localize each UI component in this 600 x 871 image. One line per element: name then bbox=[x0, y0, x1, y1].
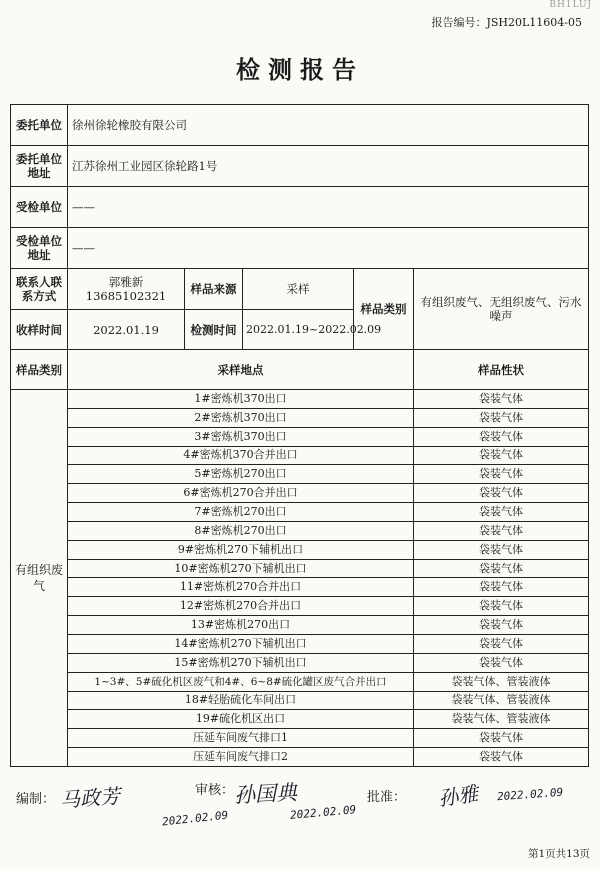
table-row bbox=[11, 484, 589, 503]
sample-state-cell: 袋装气体 bbox=[414, 559, 589, 578]
sample-state-cell: 袋装气体 bbox=[414, 540, 589, 559]
samples-category-header: 样品类别 bbox=[11, 350, 68, 390]
table-row bbox=[11, 748, 589, 767]
inspected-row bbox=[11, 187, 589, 228]
table-row bbox=[11, 672, 589, 691]
sample-location-cell: 7#密炼机270出口 bbox=[68, 503, 414, 522]
category-label: 样品类别 bbox=[354, 269, 414, 350]
contact-label: 联系人联系方式 bbox=[11, 269, 68, 310]
sample-location-cell: 1~3#、5#硫化机区废气和4#、6~8#硫化罐区废气合并出口 bbox=[68, 672, 414, 691]
sample-state-cell: 袋装气体、管装液体 bbox=[414, 710, 589, 729]
sample-state-cell: 袋装气体 bbox=[414, 484, 589, 503]
table-row bbox=[11, 521, 589, 540]
table-row bbox=[11, 578, 589, 597]
sample-state-cell: 袋装气体 bbox=[414, 446, 589, 465]
sample-location-cell: 18#轻胎硫化车间出口 bbox=[68, 691, 414, 710]
sample-state-cell: 袋装气体 bbox=[414, 597, 589, 616]
inspected-address-label: 受检单位地址 bbox=[11, 228, 68, 269]
contact-row bbox=[11, 269, 589, 310]
table-row bbox=[11, 408, 589, 427]
sample-location-cell: 3#密炼机370出口 bbox=[68, 427, 414, 446]
table-row bbox=[11, 634, 589, 653]
page-number: 第1页共13页 bbox=[527, 848, 590, 860]
test-time-value: 2022.01.19~2022.02.09 bbox=[243, 310, 354, 350]
sample-state-cell: 袋装气体 bbox=[414, 748, 589, 767]
compile-date: 2022.02.09 bbox=[161, 808, 229, 829]
sample-category-cell: 有组织废气 bbox=[11, 390, 68, 767]
sample-state-cell: 袋装气体 bbox=[414, 465, 589, 484]
compile-signature: 马政芳 bbox=[59, 783, 121, 813]
sample-state-cell: 袋装气体 bbox=[414, 390, 589, 409]
client-value: 徐州徐轮橡胶有限公司 bbox=[68, 105, 589, 146]
contact-value bbox=[68, 269, 185, 310]
contact-phone: 13685102321 bbox=[85, 289, 167, 303]
samples-location-header: 采样地点 bbox=[68, 350, 414, 390]
review-label: 审核： bbox=[195, 783, 235, 798]
table-row bbox=[11, 597, 589, 616]
client-address-value: 江苏徐州工业园区徐轮路1号 bbox=[68, 146, 589, 187]
table-row bbox=[11, 390, 589, 409]
sample-state-cell: 袋装气体 bbox=[414, 634, 589, 653]
receive-label: 收样时间 bbox=[11, 310, 68, 350]
samples-state-header: 样品性状 bbox=[414, 350, 589, 390]
sample-state-cell: 袋装气体 bbox=[414, 427, 589, 446]
table-row bbox=[11, 446, 589, 465]
sample-location-cell: 6#密炼机270合并出口 bbox=[68, 484, 414, 503]
page-title: 检测报告 bbox=[236, 55, 364, 84]
sample-location-cell: 压延车间废气排口1 bbox=[68, 729, 414, 748]
table-row bbox=[11, 465, 589, 484]
inspected-value: —— bbox=[68, 187, 589, 228]
sample-state-cell: 袋装气体 bbox=[414, 578, 589, 597]
inspected-label: 受检单位 bbox=[11, 187, 68, 228]
sample-state-cell: 袋装气体 bbox=[414, 729, 589, 748]
sample-location-cell: 11#密炼机270合并出口 bbox=[68, 578, 414, 597]
sample-rows bbox=[11, 390, 589, 767]
sample-state-cell: 袋装气体、管装液体 bbox=[414, 691, 589, 710]
sample-state-cell: 袋装气体 bbox=[414, 521, 589, 540]
review-date: 2022.02.09 bbox=[289, 803, 357, 822]
table-row bbox=[11, 616, 589, 635]
sample-location-cell: 14#密炼机270下辅机出口 bbox=[68, 634, 414, 653]
source-label: 样品来源 bbox=[185, 269, 243, 310]
client-row bbox=[11, 105, 589, 146]
report-number: 报告编号：JSH20L11604-05 bbox=[431, 16, 582, 29]
table-row bbox=[11, 691, 589, 710]
compile-label: 编制： bbox=[16, 792, 56, 807]
sample-location-cell: 9#密炼机270下辅机出口 bbox=[68, 540, 414, 559]
client-label: 委托单位 bbox=[11, 105, 68, 146]
sample-location-cell: 13#密炼机270出口 bbox=[68, 616, 414, 635]
sample-location-cell: 10#密炼机270下辅机出口 bbox=[68, 559, 414, 578]
sample-location-cell: 1#密炼机370出口 bbox=[68, 390, 414, 409]
sample-location-cell: 压延车间废气排口2 bbox=[68, 748, 414, 767]
sample-location-cell: 19#硫化机区出口 bbox=[68, 710, 414, 729]
samples-header-row bbox=[11, 350, 589, 390]
table-row bbox=[11, 729, 589, 748]
source-value: 采样 bbox=[243, 269, 354, 310]
sample-state-cell: 袋装气体 bbox=[414, 616, 589, 635]
table-row bbox=[11, 503, 589, 522]
category-value: 有组织废气、无组织废气、污水噪声 bbox=[414, 269, 589, 350]
sample-location-cell: 5#密炼机270出口 bbox=[68, 465, 414, 484]
receive-value: 2022.01.19 bbox=[68, 310, 185, 350]
table-row bbox=[11, 710, 589, 729]
test-time-label: 检测时间 bbox=[185, 310, 243, 350]
client-address-row bbox=[11, 146, 589, 187]
sample-location-cell: 2#密炼机370出口 bbox=[68, 408, 414, 427]
contact-name: 郭雅新 bbox=[108, 275, 144, 289]
approve-signature: 孙雅 bbox=[436, 781, 480, 811]
sample-state-cell: 袋装气体 bbox=[414, 408, 589, 427]
corner-mark: BH1LUJ bbox=[549, 0, 592, 10]
table-row bbox=[11, 653, 589, 672]
sample-state-cell: 袋装气体 bbox=[414, 653, 589, 672]
table-row bbox=[11, 427, 589, 446]
client-address-label: 委托单位地址 bbox=[11, 146, 68, 187]
approve-date: 2022.02.09 bbox=[496, 785, 564, 804]
sample-state-cell: 袋装气体 bbox=[414, 503, 589, 522]
table-row bbox=[11, 540, 589, 559]
sample-location-cell: 4#密炼机370合并出口 bbox=[68, 446, 414, 465]
sample-state-cell: 袋装气体、管装液体 bbox=[414, 672, 589, 691]
approve-label: 批准： bbox=[367, 790, 407, 805]
inspected-address-row bbox=[11, 228, 589, 269]
inspected-address-value: —— bbox=[68, 228, 589, 269]
sample-location-cell: 15#密炼机270下辅机出口 bbox=[68, 653, 414, 672]
sample-location-cell: 12#密炼机270合并出口 bbox=[68, 597, 414, 616]
report-table bbox=[10, 104, 589, 767]
review-signature: 孙国典 bbox=[233, 780, 298, 808]
sample-location-cell: 8#密炼机270出口 bbox=[68, 521, 414, 540]
table-row bbox=[11, 559, 589, 578]
